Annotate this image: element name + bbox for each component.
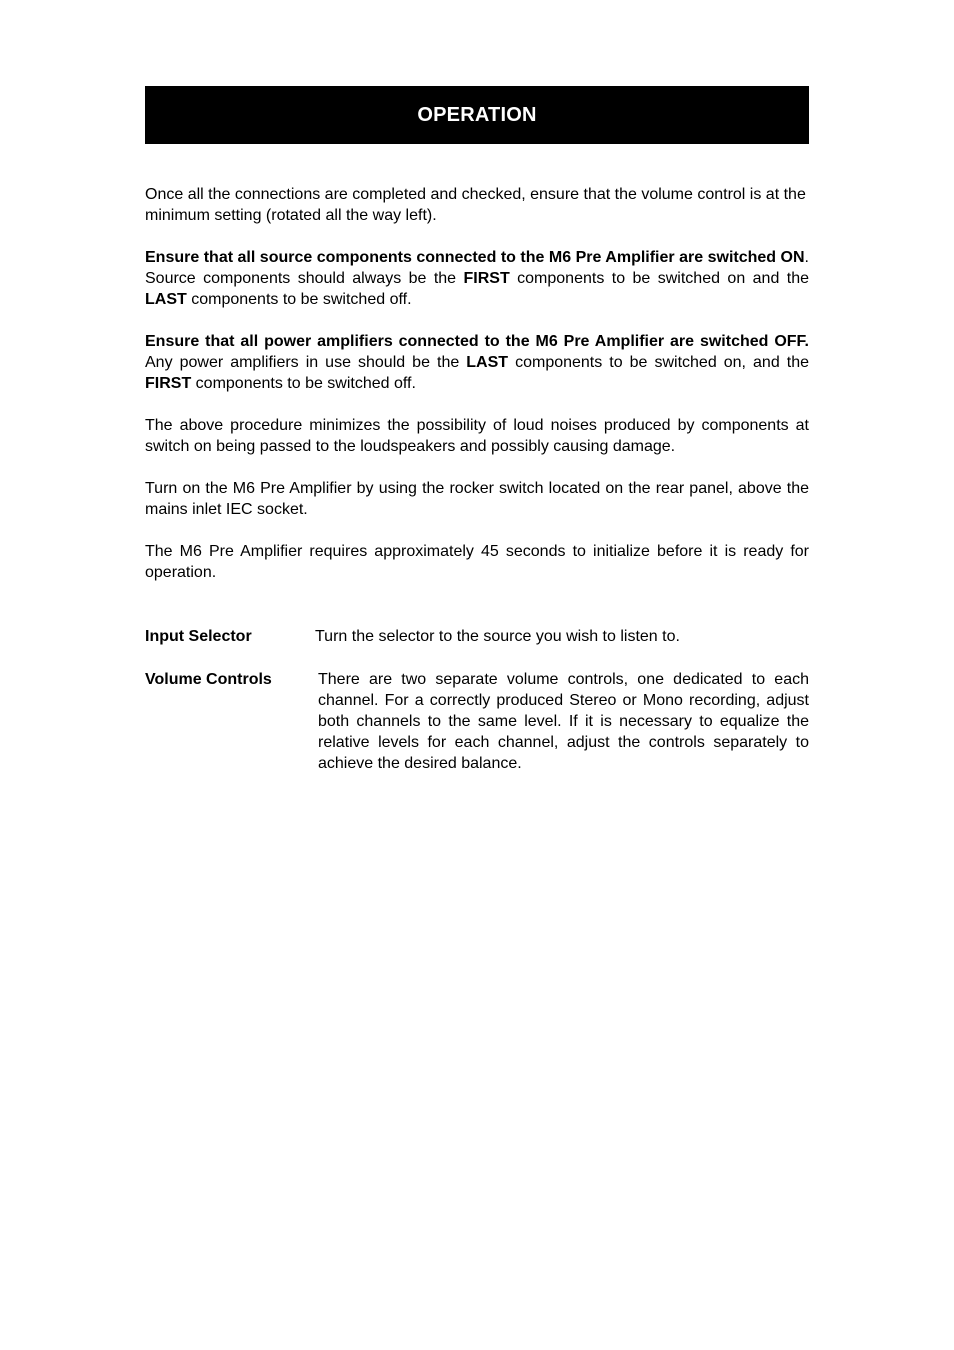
section-title: OPERATION [417, 103, 537, 126]
control-item-input-selector [145, 626, 809, 647]
controls-list [145, 626, 809, 774]
text-segment: components to be switched on and the [509, 270, 810, 287]
paragraph-source-components [145, 247, 809, 310]
text-segment: Any power amplifiers in use should be the [145, 354, 467, 371]
bold-lead: Ensure that all power amplifiers connected to the M6 Pre Amplifier are switched OFF. [145, 333, 809, 350]
bold-word: LAST [145, 291, 187, 308]
text-segment: components to be switched on, and the [508, 354, 809, 371]
control-term: Input Selector [145, 628, 252, 645]
control-description: There are two separate volume controls, one dedicated to each channel. For a correctly produced Stereo or Mono recording, adjust both channels to the same level. If it is necessary to equalize the relative levels for each channel, adjust the controls separately to achieve the desired balance. [318, 671, 809, 772]
paragraph-procedure-note: The above procedure minimizes the possibility of loud noises produced by components at switch on being passed to the loudspeakers and possibly causing damage. [145, 417, 809, 455]
paragraph-initialize: The M6 Pre Amplifier requires approximately 45 seconds to initialize before it is ready for operation. [145, 543, 809, 581]
control-term: Volume Controls [145, 671, 272, 688]
paragraph-connections-check: Once all the connections are completed and checked, ensure that the volume control is at the minimum setting (rotated all the way left). [145, 186, 806, 224]
control-item-volume-controls [145, 669, 809, 774]
text-segment: components to be switched off. [186, 291, 412, 308]
bold-word: FIRST [145, 375, 192, 392]
text-segment: components to be switched off. [191, 375, 416, 392]
control-description: Turn the selector to the source you wish to listen to. [315, 628, 680, 645]
text-segment: . Source components should always be the [145, 249, 809, 287]
document-page [145, 86, 809, 774]
section-header-bar [145, 86, 809, 144]
paragraph-power-amplifiers [145, 331, 809, 394]
bold-word: LAST [466, 354, 509, 371]
bold-word: FIRST [463, 270, 510, 287]
bold-lead: Ensure that all source components connected to the M6 Pre Amplifier are switched ON [145, 249, 805, 266]
paragraph-turn-on: Turn on the M6 Pre Amplifier by using the rocker switch located on the rear panel, above the mains inlet IEC socket. [145, 480, 809, 518]
